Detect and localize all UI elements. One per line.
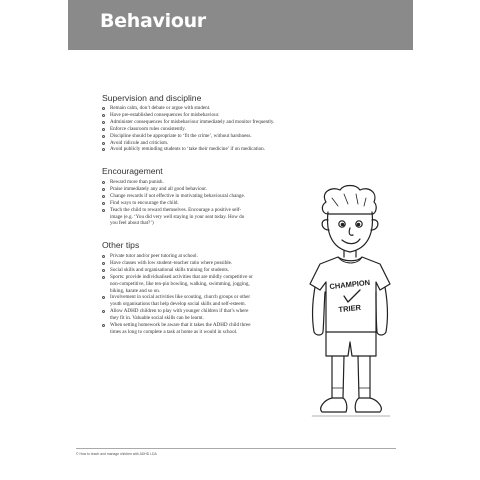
bullet-icon [102, 188, 105, 191]
list-item: Involvement in social activities like scouting, church groups or other youth organisations that help develop social skills and self-esteem. [102, 294, 257, 308]
bullet-icon [102, 262, 105, 265]
hair-shape [322, 186, 376, 215]
smile [342, 239, 360, 244]
list-item: Avoid publicly reminding students to ‘take their medicine’ if on medication. [102, 146, 310, 153]
bullet-icon [102, 114, 105, 117]
list-item: Discipline should be appropriate to ‘fit the crime’, without harshness. [102, 133, 310, 140]
tick-mark-icon [344, 290, 360, 302]
page-title: Behaviour [100, 10, 206, 32]
bullet-icon [102, 296, 105, 299]
bullet-icon [102, 142, 105, 145]
list-item: Administer consequences for misbehaviour immediately and monitor frequently. [102, 119, 310, 126]
supervision-list [102, 105, 302, 153]
list-item: Have pre-established consequences for misbehaviour. [102, 112, 310, 119]
other-tips-list [102, 253, 257, 336]
left-arm [313, 287, 325, 335]
list-item: Sports: provide individualised activities that are mildly competitive or non-competitive, like ten-pin bowling, walking, swimming, jogging, biking, karate and so on. [102, 274, 257, 295]
bullet-icon [102, 324, 105, 327]
list-item: Avoid ridicule and criticism. [102, 140, 310, 147]
list-item: Change rewards if not effective in motivating behavioural change. [102, 193, 252, 200]
shorts [326, 332, 376, 356]
list-item: Find ways to encourage the child. [102, 200, 252, 207]
list-item: Praise immediately any and all good behaviour. [102, 186, 252, 193]
right-arm [376, 287, 387, 335]
section-heading-other-tips: Other tips [102, 240, 140, 250]
list-item: Enforce classroom rules consistently. [102, 126, 310, 133]
shirt-text-trier: TRIER [338, 302, 362, 315]
right-leg [358, 356, 370, 398]
section-heading-encouragement: Encouragement [102, 166, 163, 176]
shirt-text-champion: CHAMPION [328, 277, 371, 292]
section-heading-supervision: Supervision and discipline [102, 93, 202, 103]
bullet-icon [102, 209, 105, 212]
bullet-icon [102, 255, 105, 258]
bullet-icon [102, 269, 105, 272]
champion-trier-boy-illustration [268, 184, 428, 429]
bullet-icon [102, 148, 105, 151]
list-item: Reward more than punish. [102, 179, 252, 186]
t-shirt [310, 257, 390, 332]
bullet-icon [102, 135, 105, 138]
list-item: Private tutor and/or peer tutoring at school. [102, 253, 257, 260]
bullet-icon [102, 276, 105, 279]
bullet-icon [102, 107, 105, 110]
bullet-icon [102, 181, 105, 184]
document-page [68, 0, 413, 480]
list-item: When setting homework be aware that it takes the ADHD child three times as long to complete a task at home as it would in school. [102, 322, 257, 336]
header-band [68, 0, 413, 50]
list-item: Social skills and organisational skills training for students. [102, 267, 257, 274]
head-outline [328, 212, 373, 252]
encouragement-list [102, 179, 252, 227]
list-item: Remain calm, don’t debate or argue with student. [102, 105, 310, 112]
list-item: Teach the child to reward themselves. Encourage a positive self-image (e.g. ‘You did very well staying in your seat today. How do you feel about that?’) [102, 207, 252, 228]
left-leg [332, 356, 344, 398]
right-shoe [355, 398, 381, 412]
bullet-icon [102, 310, 105, 313]
footer-credit: © How to teach and manage children with ADHD LDA [76, 452, 157, 456]
bullet-icon [102, 121, 105, 124]
left-shoe [321, 398, 347, 412]
bullet-icon [102, 128, 105, 131]
nose [349, 228, 353, 235]
list-item: Have classes with low student–teacher ratio where possible. [102, 260, 257, 267]
list-item: Allow ADHD children to play with younger children if that’s where they fit in. Valuable social skills can be learnt. [102, 308, 257, 322]
bullet-icon [102, 195, 105, 198]
bullet-icon [102, 202, 105, 205]
footer-divider [76, 448, 396, 449]
